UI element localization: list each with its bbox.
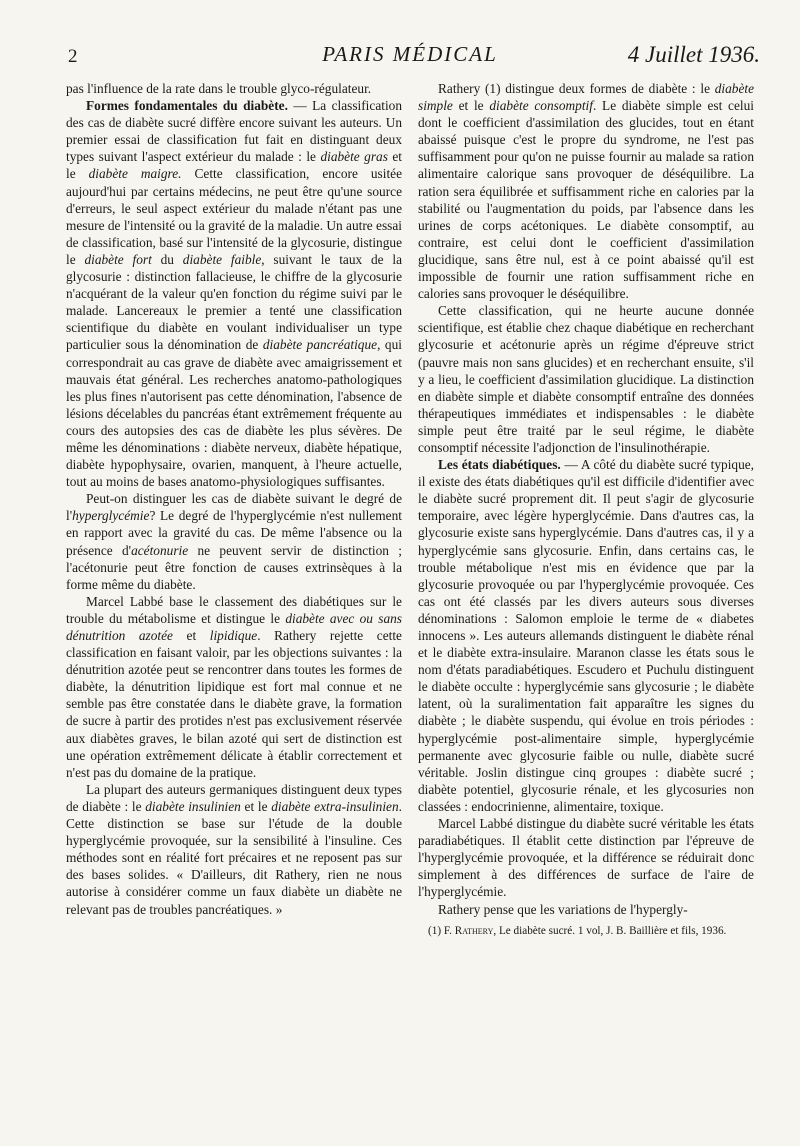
left-column [66,80,402,918]
section-heading: Les états diabétiques. [438,457,561,473]
paragraph: Marcel Labbé distingue du diabète sucré véritable les états paradiabétiques. Il établit cette distinction par l'épreuve de l'hyperglycémie provoquée, et la différence se réduirait donc simplement à des différences de surface de l'aire de l'hyperglycémie. [418,816,754,900]
paragraph: La plupart des auteurs germaniques distinguent deux types de diabète : le diabète insulinien et le diabète extra-insulinien. Cette distinction se base sur l'étude de la double hyperglycémie provoquée, sur la sensibilité à l'insuline. Ces méthodes sont en réalité fort précaires et ne reposent pas sur des bases solides. « D'ailleurs, dit Rathery, rien ne nous autorise à considérer comme un faux diabète un diabète ne relevant pas de troubles pancréatiques. » [66,781,402,917]
paragraph: Formes fondamentales du diabète. — La classification des cas de diabète sucré diffère encore suivant les auteurs. Un premier essai de classification fut fait en distinguant deux types suivant l'aspect extérieur du malade : le diabète gras et le diabète maigre. Cette classification, encore usitée aujourd'hui par certains médecins, ne peut être qu'une source d'erreurs, le seul aspect extérieur du malade n'étant pas une mesure de l'intensité ou la gravité de la maladie. Un autre essai de classification, basé sur l'intensité de la glycosurie, distingue le diabète fort du diabète faible, suivant le taux de la glycosurie : distinction fallacieuse, le chiffre de la glycosurie n'acquérant de la valeur qu'en fonction du régime suivi par le malade. Lancereaux le premier a tenté une classification scientifique du diabète en voulant individualiser un type particulier sous la dénomination de diabète pancréatique, qui correspondrait au cas grave de diabète avec amaigrissement et mauvais état général. Les recherches anatomo-pathologiques les plus fines n'autorisent pas cette dénomination, l'absence de lésions décelables du pancréas étant extrêmement fréquente au cours des autopsies des cas de diabète les plus sévères. De même les dénominations : diabète nerveux, diabète hépatique, diabète hypophysaire, ovarien, manquent, à l'heure actuelle, tout au moins de bases anatomo-physiologiques suffisantes. [66,98,403,490]
paragraph: pas l'influence de la rate dans le trouble glyco-régulateur. [66,81,372,96]
running-header [60,40,760,76]
footnote: (1) F. Rathery, Le diabète sucré. 1 vol, J. B. Baillière et fils, 1936. [428,924,727,937]
paragraph: Rathery pense que les variations de l'hypergly- [438,901,688,917]
paragraph: Cette classification, qui ne heurte aucune donnée scientifique, est établie chez chaque diabétique en recherchant glycosurie et acétonurie après un régime d'épreuve strict (pauvre mais non sans glucides) et en recherchant ensuite, s'il y a lieu, le coefficient d'assimilation glucidique. La distinction en diabète simple et diabète consomptif entraîne des données thérapeutiques immédiates et indispensables : le diabète simple peut être traité par le seul régime, le diabète consomptif nécessite l'adjonction de l'insulinothérapie. [418,303,754,455]
paragraph: Les états diabétiques. — A côté du diabète sucré typique, il existe des états diabétiques qu'il est difficile d'identifier avec le diabète sucré proprement dit. Il peut s'agir de glycosurie temporaire, avec légère hyperglycémie. Dans d'autres cas, la glycosurie existe sans hyperglycémie. Dans d'autres cas, il y a hyperglycémie sans glycosurie. Enfin, dans certains cas, le trouble métabolique n'est mis en évidence que par la glycosurie provoquée ou par l'hyperglycémie provoquée. Ces cas ont été classés par les divers auteurs sous diverses dénominations : Salomon emploie le terme de « diabetes innocens ». Les auteurs allemands distinguent le diabète rénal et le diabète extra-insulaire. Maranon classe les états sous le nom d'états paradiabétiques. Escudero et Puchulu distinguent le diabète occulte : hyperglycémie sans glycosurie ; le diabète latent, où la suralimentation fait apparaître les signes du diabète ; le diabète suspendu, qui évolue en trois périodes : hyperglycémie post-alimentaire simple, hyperglycémie permanente avec glycosurie faible ou nulle, diabète sucré véritable. Joslin distingue cinq groupes : diabète sucré ; diabète potentiel, glycosurie rénale, et les glycosuries non classées : endocrinienne, alimentaire, toxique. [418,457,754,814]
paragraph: Peut-on distinguer les cas de diabète suivant le degré de l'hyperglycémie? Le degré de l'hyperglycémie n'est nullement en rapport avec la gravité du cas. De même l'absence ou la présence d'acétonurie ne peuvent servir de distinction ; l'acétonurie peut être fonction de causes extrinsèques à la forme même du diabète. [66,491,402,592]
page-number: 2 [68,46,78,67]
right-column [418,80,754,939]
section-heading: Formes fondamentales du diabète. [86,98,288,114]
issue-date: 4 Juillet 1936. [627,42,760,67]
paragraph: Marcel Labbé base le classement des diabétiques sur le trouble du métabolisme et distingue le diabète avec ou sans dénutrition azotée et lipidique. Rathery rejette cette classification en faisant valoir, par les objections suivantes : la dénutrition azotée peut se rencontrer dans toutes les formes de diabète, la dénutrition lipidique est fort mal connue et ne semble pas être constatée dans le diabète grave, la formation de sucre à partir des protides n'est pas exclusivement réservée aux diabètes graves, le bilan azoté qui sert de distinction est une opération extrêmement délicate à établir correctement et n'est pas du domaine de la pratique. [66,593,402,780]
journal-title: PARIS MÉDICAL [322,42,498,66]
paragraph: Rathery (1) distingue deux formes de diabète : le diabète simple et le diabète consomptif. Le diabète simple est celui dont le coefficient d'assimilation des glucides, tout en étant abaissé puisque c'est le propre du syndrome, ne l'est pas suffisamment pour qu'on ne puisse fournir au malade sa ration alimentaire calorique sans provoquer de déséquilibre. La ration sera équilibrée et suffisamment riche en calories par la stabilité ou l'augmentation du poids, par l'absence dans les urines de corps acétoniques. Le diabète consomptif, au contraire, est celui dont le coefficient d'assimilation glucidique, sans être nul, est à ce point abaissé qu'il est impossible de fournir une ration suffisamment riche en calories sans provoquer le déséquilibre. [418,81,754,302]
